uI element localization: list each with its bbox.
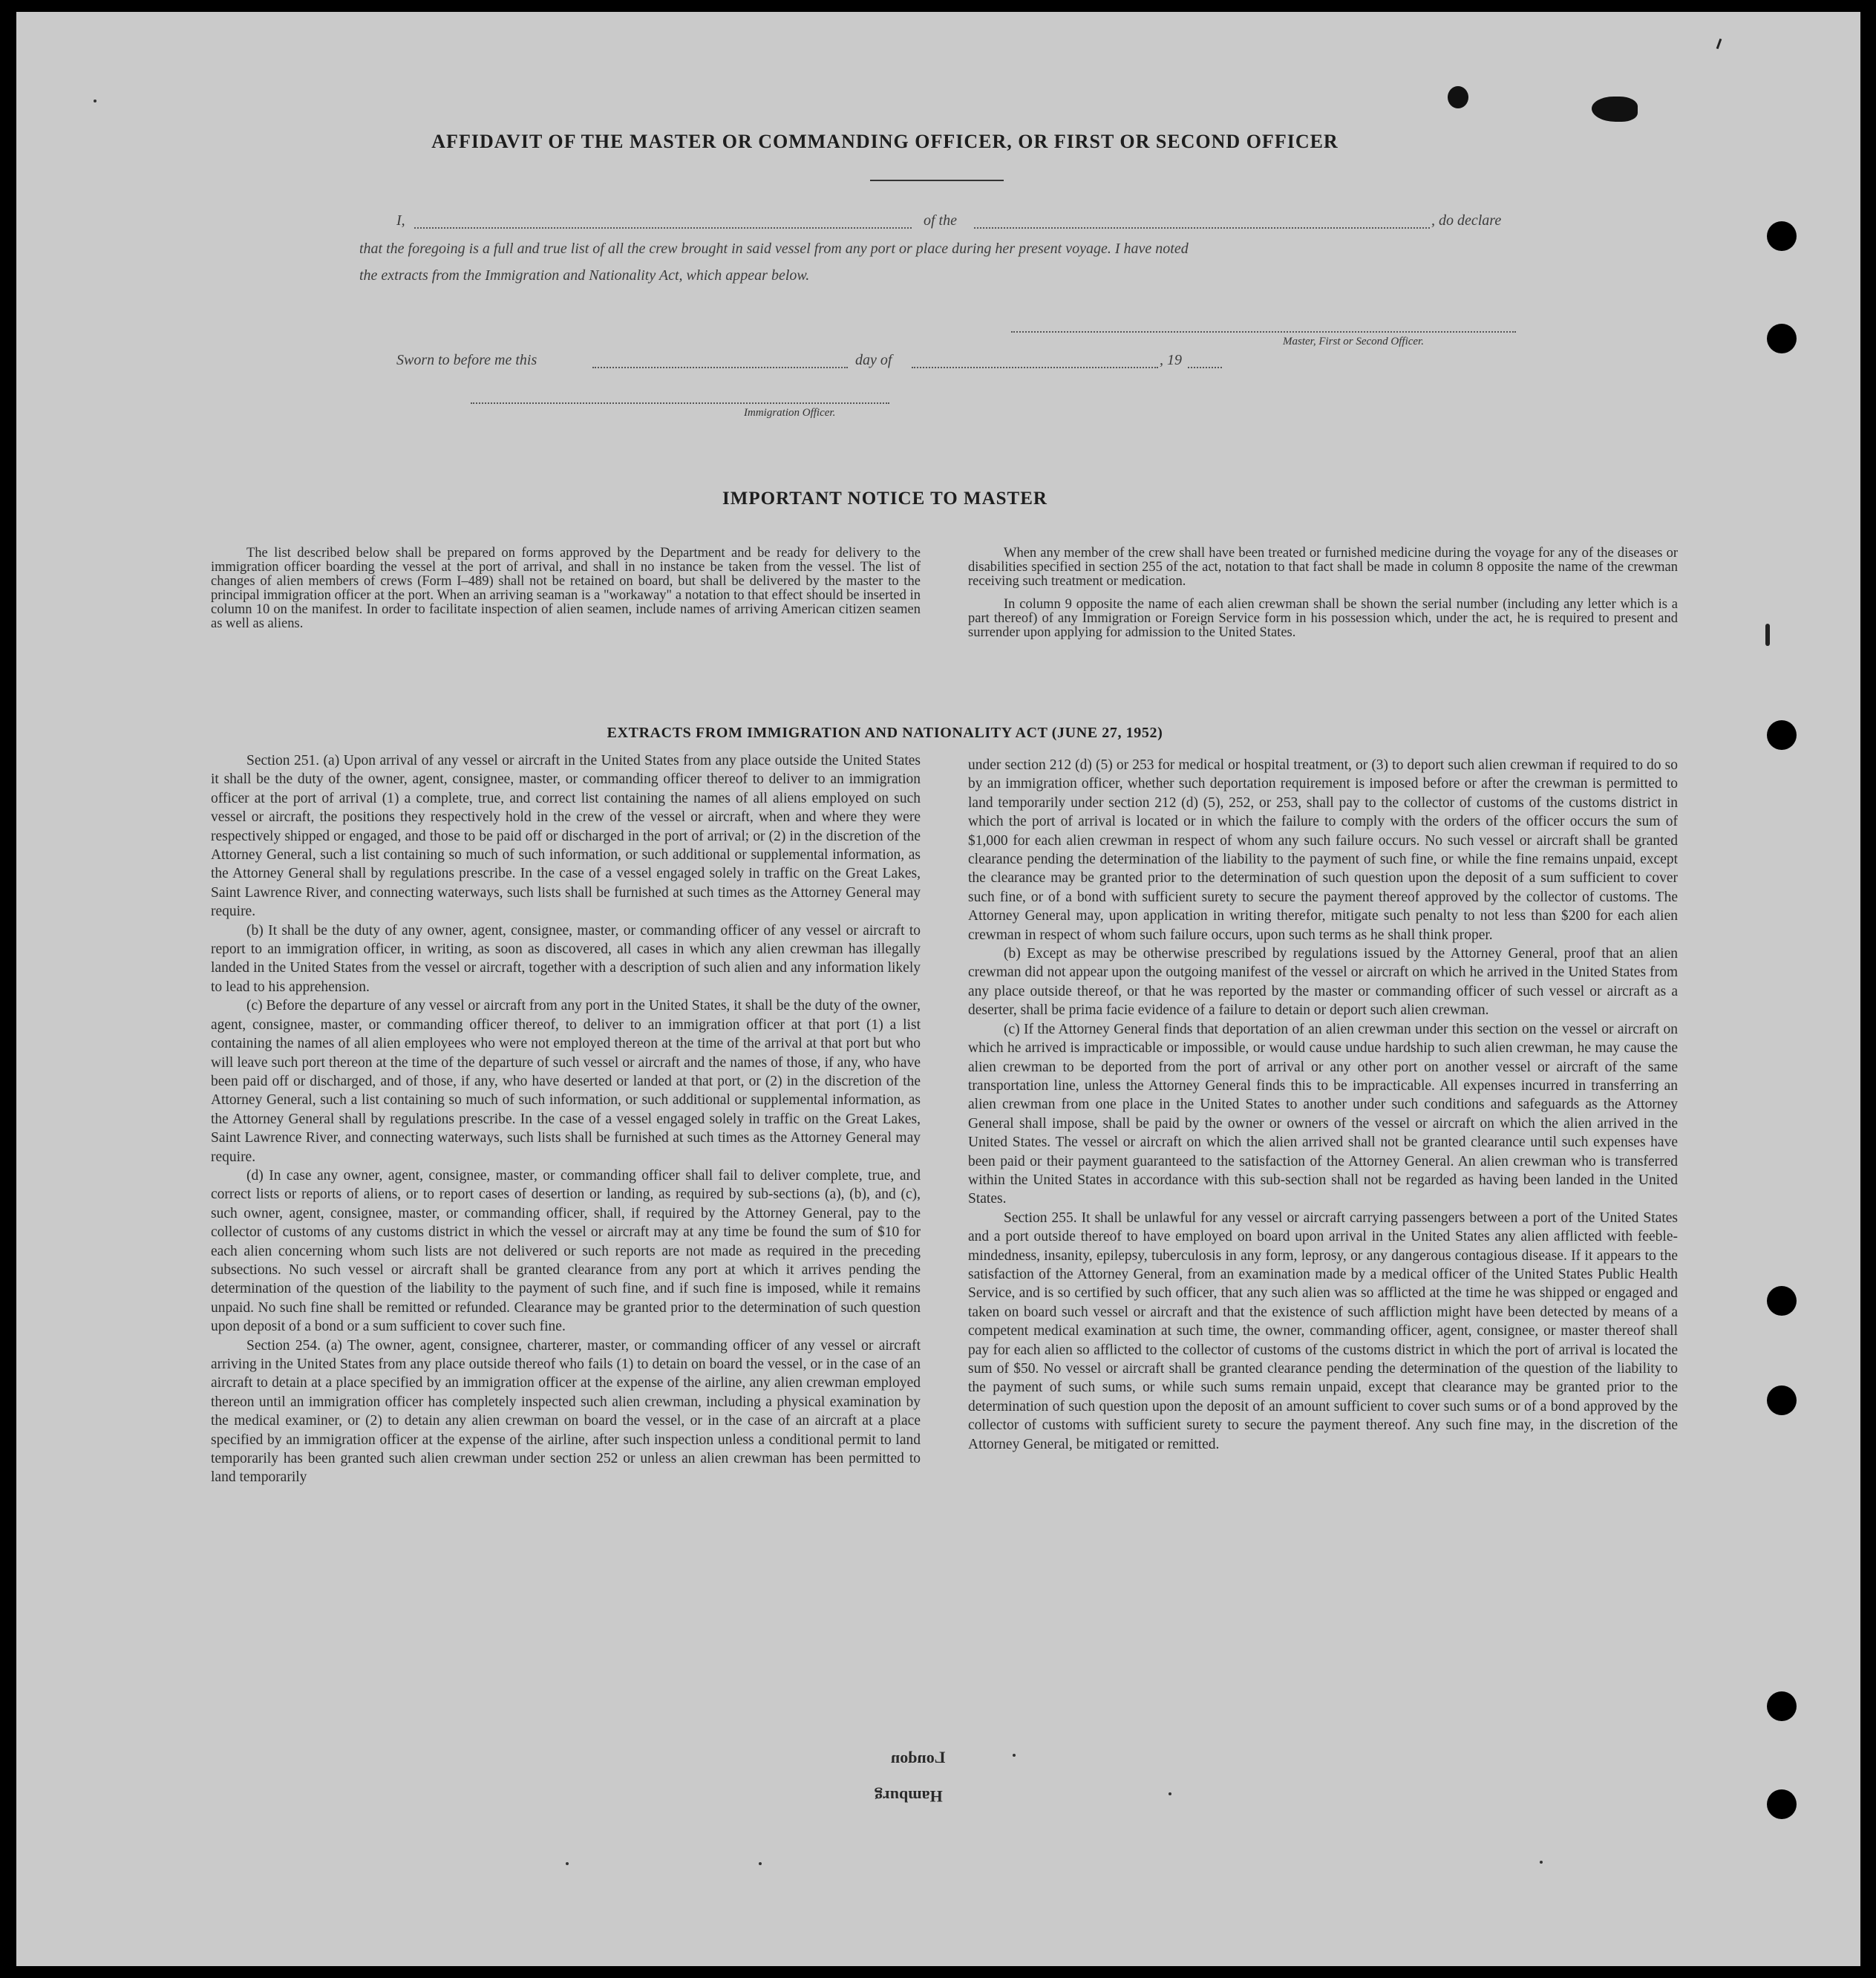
master-signature-line[interactable] [1011,331,1516,333]
act-paragraph: (c) If the Attorney General finds that deportation of an alien crewman under this section on the vessel or aircraft on which he arrived is impracticable or impossible, or would cause undue hardship to such alien crewman, he may cause the alien crewman to be deported from the port of arrival or any other port on another vessel or aircraft of the same transportation line, unless the Attorney General finds this to be impracticable. All expenses incurred in transferring an alien crewman from one place in the United States to another under such conditions and safeguards as the Attorney General shall impose, shall be paid by the owner or owners of the vessel or aircraft on which the alien arrived in the United States. The vessel or aircraft on which the alien arrived shall not be granted clearance until such expenses have been paid or their payment guaranteed to the satisfaction of the Attorney General. An alien crewman who is transferred within the United States in accordance with this sub-section shall not be regarded as having been landed in the United States. [968,1021,1678,1207]
extracts-title: EXTRACTS FROM IMMIGRATION AND NATIONALITY ACT (JUNE 27, 1952) [607,725,1163,741]
extracts-left-column [211,751,921,1487]
punch-hole [1767,720,1797,750]
notice-left-column [211,546,921,640]
act-paragraph: Section 254. (a) The owner, agent, consignee, charterer, master, or commanding officer of any vessel or aircraft arriving in the United States from any place outside thereof who fails (1) to detain on board the vessel, or in the case of an aircraft to detain at a place specified by an immigration officer at the expense of the airline, any alien crewman employed thereon until an immigration officer has completely inspected such alien crewman, including a physical examination by the medical examiner, or (2) to detain any alien crewman on board the vessel, or in the case of an aircraft at a place specified by an immigration officer at the expense of the airline, after such inspection unless a conditional permit to land temporarily has been granted such alien crewman under section 252 or unless an alien crewman has been permitted to land temporarily [211,1337,921,1486]
act-paragraph: under section 212 (d) (5) or 253 for medical or hospital treatment, or (3) to deport such alien crewman if required to do so by an immigration officer, whether such deportation requirement is imposed before or after the crewman is permitted to land temporarily under section 212 (d) (5), 252, or 253, shall pay to the collector of customs of the customs district in which the port of arrival is located or in which the failure to comply with the orders of the officer occurs the sum of $1,000 for each alien crewman in respect of whom any such failure occurs. No such vessel or aircraft shall be granted clearance pending the determination of the liability to the payment of such fine, or while the fine remains unpaid, except the clearance may be granted prior to the determination of such question upon the deposit of a sum sufficient to cover such fine, or of a bond with sufficient surety to secure the payment thereof approved by the collector of customs. The Attorney General may, upon application in writing therefor, mitigate such penalty to not less than $200 for each alien crewman in respect of whom such failure occurs, upon such terms as he shall think proper. [968,757,1678,943]
punch-hole [1767,324,1797,353]
of-the-label: of the [924,212,957,229]
do-declare-label: , do declare [1431,212,1502,229]
i-label: I, [396,212,405,229]
sworn-label: Sworn to before me this [396,352,537,368]
notice-title: IMPORTANT NOTICE TO MASTER [722,489,1048,509]
act-paragraph: (b) Except as may be otherwise prescribed by regulations issued by the Attorney General, proof that an alien crewman did not appear upon the outgoing manifest of the vessel or aircraft on which he arrived in the United States from any place outside thereof, or that he was reported by the master or commanding officer of such vessel or aircraft as a deserter, shall be prima facie evidence of a failure to detain or deport such alien crewman. [968,946,1678,1019]
declaration-line-2: the extracts from the Immigration and Nationality Act, which appear below. [359,267,810,284]
declaration-line-1: that the foregoing is a full and true list of all the crew brought in said vessel from any port or place during her present voyage. I have noted [359,241,1189,257]
speck [1540,1861,1543,1864]
notice-paragraph: When any member of the crew shall have been treated or furnished medicine during the voyage for any of the diseases or disabilities specified in section 255 of the act, notation to that fact shall be made in column 8 opposite the name of the crewman receiving such treatment or medication. [968,546,1678,589]
year-label: , 19 [1160,352,1182,368]
act-paragraph: Section 255. It shall be unlawful for any vessel or aircraft carrying passengers between a port of the United States and a port outside thereof to have employed on board upon arrival in the United States any alien afflicted with feeble-mindedness, insanity, epilepsy, tuberculosis in any form, leprosy, or any dangerous contagious disease. If it appears to the satisfaction of the Attorney General, from an examination made by a medical officer of the United States Public Health Service, and is so certified by such officer, that any such alien was so afflicted at the time he was shipped or engaged and taken on board such vessel or aircraft and that the existence of such affliction might have been detected by means of a competent medical examination at such time, the owner, commanding officer, agent, consignee, or master thereof shall pay for each alien so afflicted to the collector of customs of the customs district in which the port of arrival is located the sum of $50. No vessel or aircraft shall be granted clearance pending the determination of the question of the liability to the payment of such sums, or while such sums remain unpaid, except that clearance may be granted prior to the determination of such question upon the deposit of an amount sufficient to cover such sums or of a bond approved by the collector of customs with sufficient surety to secure the payment thereof. Any such fine may, in the discretion of the Attorney General, be mitigated or remitted. [968,1210,1678,1452]
speck [566,1862,569,1865]
ink-blot [1448,86,1468,108]
sworn-month-blank[interactable] [912,367,1158,368]
punch-hole [1767,221,1797,251]
notice-paragraph: In column 9 opposite the name of each alien crewman shall be shown the serial number (including any letter which is a part thereof) of any Immigration or Foreign Service form in his possession which, under the act, he is required to present and surrender upon applying for admission to the United States. [968,597,1678,640]
punch-hole [1767,1385,1797,1415]
punch-hole [1767,1691,1797,1721]
extracts-right-column [968,756,1678,1454]
officer-signature-label: Immigration Officer. [744,407,836,419]
ink-blot [1592,97,1638,122]
sworn-day-blank[interactable] [592,367,848,368]
speck [759,1862,762,1865]
act-paragraph: Section 251. (a) Upon arrival of any vessel or aircraft in the United States from any place outside the United States it shall be the duty of the owner, agent, consignee, master, or commanding officer thereof to deliver to an immigration officer at the port of arrival (1) a complete, true, and correct list containing the names of all aliens employed on such vessel or aircraft, the positions they respectively hold in the crew of the vessel or aircraft, when and where they were respectively shipped or engaged, and those to be paid off or discharged in the port of arrival; or (2) in the discretion of the Attorney General, such a list containing so much of such information, or such additional or supplemental information, as the Attorney General shall by regulations prescribe. In the case of a vessel engaged solely in traffic on the Great Lakes, Saint Lawrence River, and connecting waterways, such lists shall be furnished at such times as the Attorney General may require. [211,753,921,920]
speck [1013,1754,1016,1757]
notice-paragraph: The list described below shall be prepared on forms approved by the Department and be ready for delivery to the immigration officer boarding the vessel at the port of arrival, and shall in no instance be taken from the vessel. The list of changes of alien members of crews (Form I–489) shall not be retained on board, but shall be delivered by the master to the principal immigration officer at the port. When an arriving seaman is a "workaway" a notation to that effect should be inserted in column 10 on the manifest. In order to facilitate inspection of alien seamen, include names of arriving American citizen seamen as well as aliens. [211,546,921,631]
bleed-through-london: London [891,1748,946,1766]
bleed-through-hamburg: Hamburg [875,1787,943,1806]
master-signature-label: Master, First or Second Officer. [1283,336,1424,347]
name-blank[interactable] [414,227,912,229]
form-page [16,12,1860,1966]
act-paragraph: (d) In case any owner, agent, consignee, master, or commanding officer shall fail to deliver complete, true, and correct lists or reports of aliens, or to report cases of desertion or landing, as required by sub-sections (a), (b), and (c), such owner, agent, consignee, master, or commanding officer, shall, if required by the Attorney General, pay to the collector of customs of any customs district in which the vessel or aircraft may at any time be found the sum of $10 for each alien concerning whom such lists are not delivered or such reports are not made as required in the preceding subsections. No such vessel or aircraft shall be granted clearance from any port at which it arrives pending the determination of the question of the liability to the payment of such fine, and if such fine is imposed, while it remains unpaid. No such fine shall be remitted or refunded. Clearance may be granted prior to the determination of such question upon deposit of a bond or a sum sufficient to cover such fine. [211,1167,921,1335]
day-of-label: day of [855,352,892,368]
affidavit-title: AFFIDAVIT OF THE MASTER OR COMMANDING OFFICER, OR FIRST OR SECOND OFFICER [431,131,1339,152]
edge-mark [1716,39,1722,49]
act-paragraph: (c) Before the departure of any vessel or aircraft from any port in the United States, it shall be the duty of the owner, agent, consignee, master, or commanding officer thereof, to deliver to an immigration officer at that port (1) a list containing the names of all alien employees who were not employed thereon at the time of the arrival at that port but who will leave such port thereon at the time of the departure of such vessel or aircraft and the names of those, if any, who have been paid off or discharged, and of those, if any, who have deserted or landed at that port, or (2) in the discretion of the Attorney General, such a list containing so much of such information, or such additional or supplemental information, as the Attorney General shall by regulations prescribe. In the case of a vessel engaged solely in traffic on the Great Lakes, Saint Lawrence River, and connecting waterways, such lists shall be furnished at such times as the Attorney General may require. [211,998,921,1165]
notice-right-column [968,546,1678,649]
officer-signature-line[interactable] [471,402,889,404]
speck [1169,1792,1171,1795]
act-paragraph: (b) It shall be the duty of any owner, agent, consignee, master, or commanding officer of any vessel or aircraft to report to an immigration officer, in writing, as soon as discovered, all cases in which any alien crewman has illegally landed in the United States from the vessel or aircraft, together with a description of such alien and any information likely to lead to his apprehension. [211,922,921,995]
punch-hole [1767,1789,1797,1819]
vessel-blank[interactable] [974,227,1430,229]
title-underline [870,180,1004,181]
speck [94,99,97,102]
punch-hole [1767,1286,1797,1316]
sworn-year-blank[interactable] [1188,367,1222,368]
edge-mark [1765,624,1770,646]
